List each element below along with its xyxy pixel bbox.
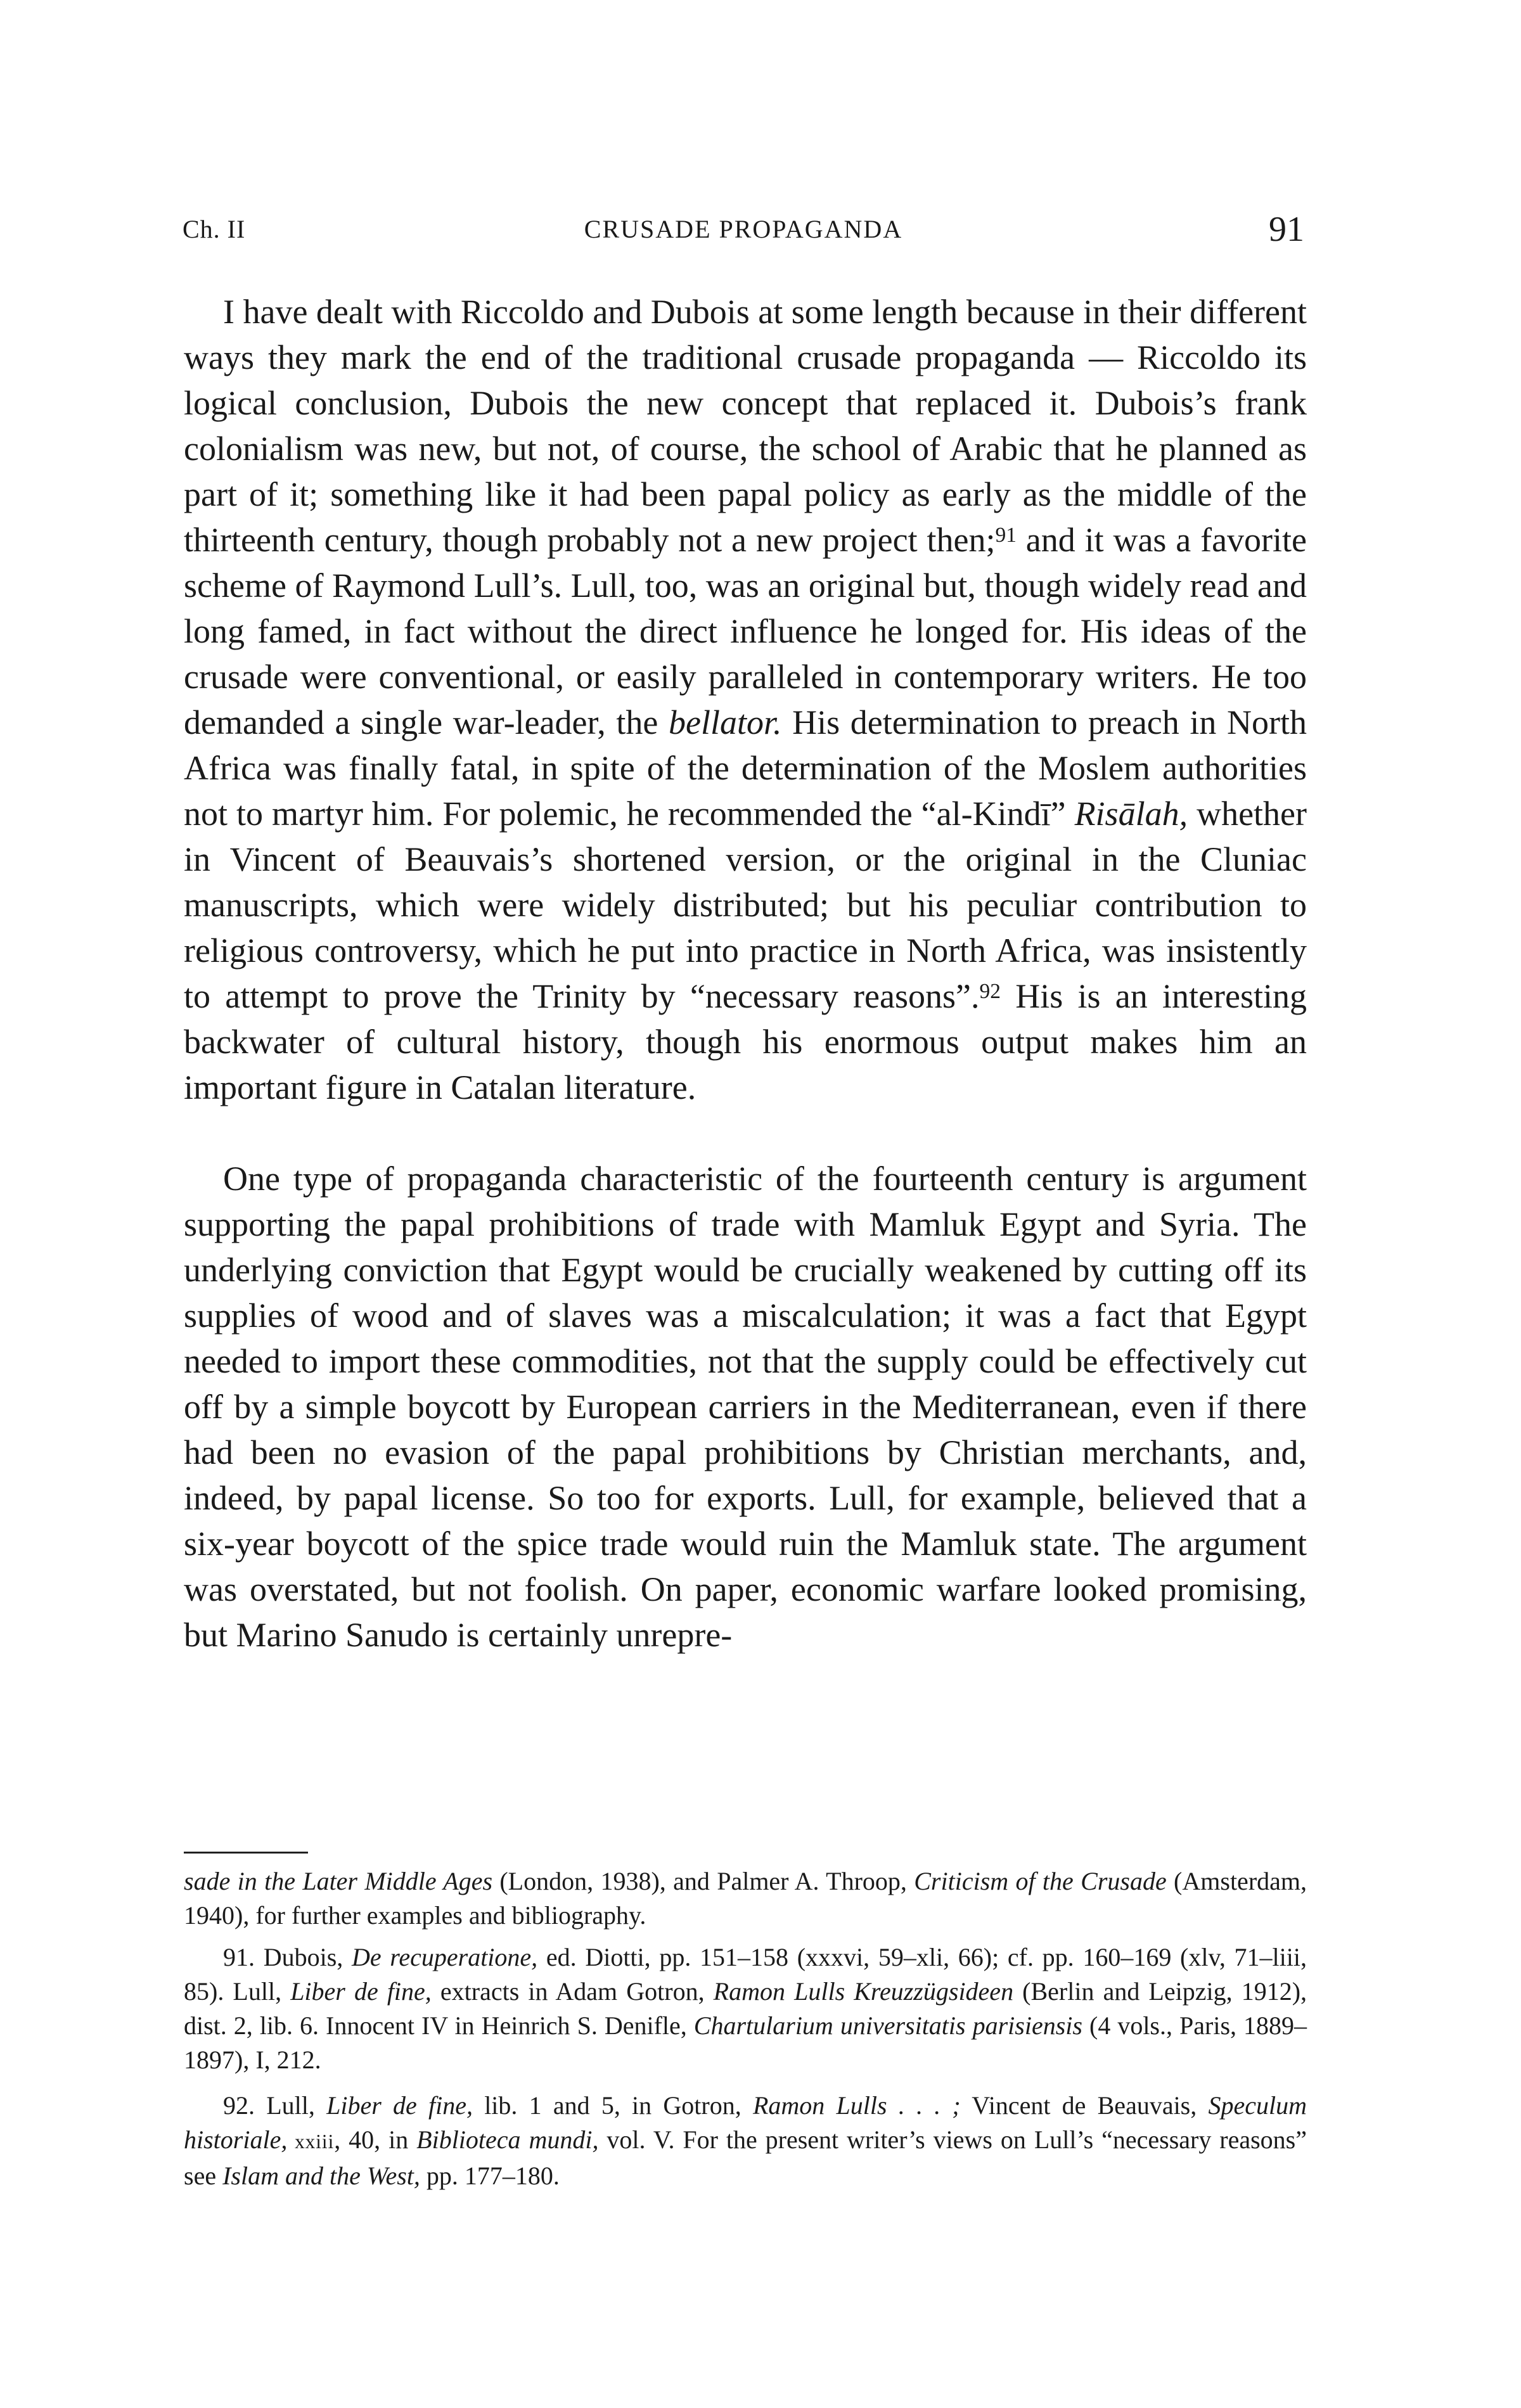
p1-text-4: whether in Vincent of Beauvais’s shortened version, or the original in the Cluniac manuscripts, which were widely distributed; but his peculiar contribution to religious controversy, which he put into practice in North Africa, was insistently to attempt to prove the Trinity by “necessary reasons”. xyxy=(184,795,1307,1015)
p1-text-1: I have dealt with Riccoldo and Dubois at some length because in their different ways they mark the end of the traditional crusade propaganda — Riccoldo its logical conclusion, Dubois the new concept that replaced it. Dubois’s frank colonialism was new, but not, of course, the school of Arabic that he planned as part of it; something like it had been papal policy as early as the middle of the thirteenth century, though probably not a new project then; xyxy=(184,293,1307,559)
footnote-continuation xyxy=(184,1864,1307,1933)
running-title: CRUSADE PROPAGANDA xyxy=(584,215,903,243)
fn92-text-2: lib. 1 and 5, in Gotron, xyxy=(472,2091,753,2120)
fn92-title-5: Islam and the West, xyxy=(222,2161,420,2190)
footnote-rule xyxy=(184,1852,308,1854)
footnote-ref-92: 92 xyxy=(979,979,1001,1003)
fn91-text-2: ed. Diotti, pp. 151–158 (xxxvi, 59–xli, 66); cf. pp. 160–169 (xlv, 71–liii, 85). Lull, xyxy=(184,1943,1307,2006)
fn92-title-3: Speculum historiale, xyxy=(184,2091,1307,2154)
fn91-title-1: De recuperatione, xyxy=(351,1943,538,1971)
fn-cont-title-2: Criticism of the Crusade xyxy=(914,1867,1167,1895)
fn91-title-2: Liber de fine, xyxy=(290,1977,432,2006)
fn92-text-4: , 40, in xyxy=(334,2125,417,2154)
footnote-ref-91: 91 xyxy=(995,523,1017,547)
fn91-text-4: (Berlin and Leipzig, 1912), dist. 2, lib. 6. Innocent IV in Heinrich S. Denifle, xyxy=(184,1977,1307,2040)
body-text xyxy=(184,289,1307,1658)
fn92-text-1: 92. Lull, xyxy=(223,2091,327,2120)
footnotes xyxy=(184,1864,1307,2193)
p1-text-3: His determination to preach in North Africa was finally fatal, in spite of the determination of the Moslem authorities not to martyr him. For polemic, he recommended the “al-Kindī” xyxy=(184,703,1307,833)
fn92-roman-numeral: xxiii xyxy=(287,2130,335,2153)
fn92-text-6: pp. 177–180. xyxy=(420,2161,560,2190)
fn91-title-3: Ramon Lulls Kreuzzügsideen xyxy=(713,1977,1014,2006)
p1-text-5: His is an interesting backwater of cultural history, though his enormous output makes him an important figure in Catalan literature. xyxy=(184,977,1307,1106)
fn91-title-4: Chartularium universitatis parisiensis xyxy=(693,2011,1082,2040)
fn92-text-5: vol. V. For the present writer’s views on Lull’s “necessary reasons” see xyxy=(184,2125,1307,2190)
term-bellator: bellator. xyxy=(668,703,782,741)
fn91-text-5: (4 vols., Paris, 1889–1897), I, 212. xyxy=(184,2011,1307,2074)
title-risalah: Risālah, xyxy=(1074,795,1188,833)
fn92-text-3: Vincent de Beauvais, xyxy=(960,2091,1209,2120)
p1-text-2: and it was a favorite scheme of Raymond Lull’s. Lull, too, was an original but, though widely read and long famed, in fact without the direct influence he longed for. His ideas of the crusade were conventional, or easily paralleled in contemporary writers. He too demanded a single war-leader, the xyxy=(184,521,1307,741)
fn91-text-1: 91. Dubois, xyxy=(223,1943,352,1971)
footnote-91 xyxy=(184,1940,1307,2077)
chapter-label: Ch. II xyxy=(183,215,246,243)
fn92-title-2: Ramon Lulls . . . ; xyxy=(752,2091,961,2120)
fn92-title-4: Biblioteca mundi, xyxy=(416,2125,599,2154)
paragraph-trade-prohibitions: One type of propaganda characteristic of the fourteenth century is argument supporting the papal prohibitions of trade with Mamluk Egypt and Syria. The underlying conviction that Egypt would be crucially weakened by cutting off its supplies of wood and of slaves was a miscalculation; it was a fact that Egypt needed to import these commodities, not that the supply could be effectively cut off by a simple boycott by European carriers in the Mediterranean, even if there had been no evasion of the papal prohibitions by Christian merchants, and, indeed, by papal license. So too for exports. Lull, for example, believed that a six-year boycott of the spice trade would ruin the Mamluk state. The argument was overstated, but not foolish. On paper, economic warfare looked promising, but Marino Sanudo is certainly unrepre- xyxy=(184,1160,1307,1654)
fn-cont-title-1: sade in the Later Middle Ages xyxy=(184,1867,493,1895)
fn91-text-3: extracts in Adam Gotron, xyxy=(431,1977,714,2006)
page-number: 91 xyxy=(1269,210,1304,249)
running-head xyxy=(183,209,1304,260)
fn-cont-text-2: (Amsterdam, 1940), for further examples and bibliography. xyxy=(184,1867,1307,1930)
fn92-title-1: Liber de fine, xyxy=(326,2091,473,2120)
paragraph-riccoldo-dubois xyxy=(184,289,1307,1110)
fn-cont-text-1: (London, 1938), and Palmer A. Throop, xyxy=(492,1867,915,1895)
footnote-92 xyxy=(184,2089,1307,2193)
